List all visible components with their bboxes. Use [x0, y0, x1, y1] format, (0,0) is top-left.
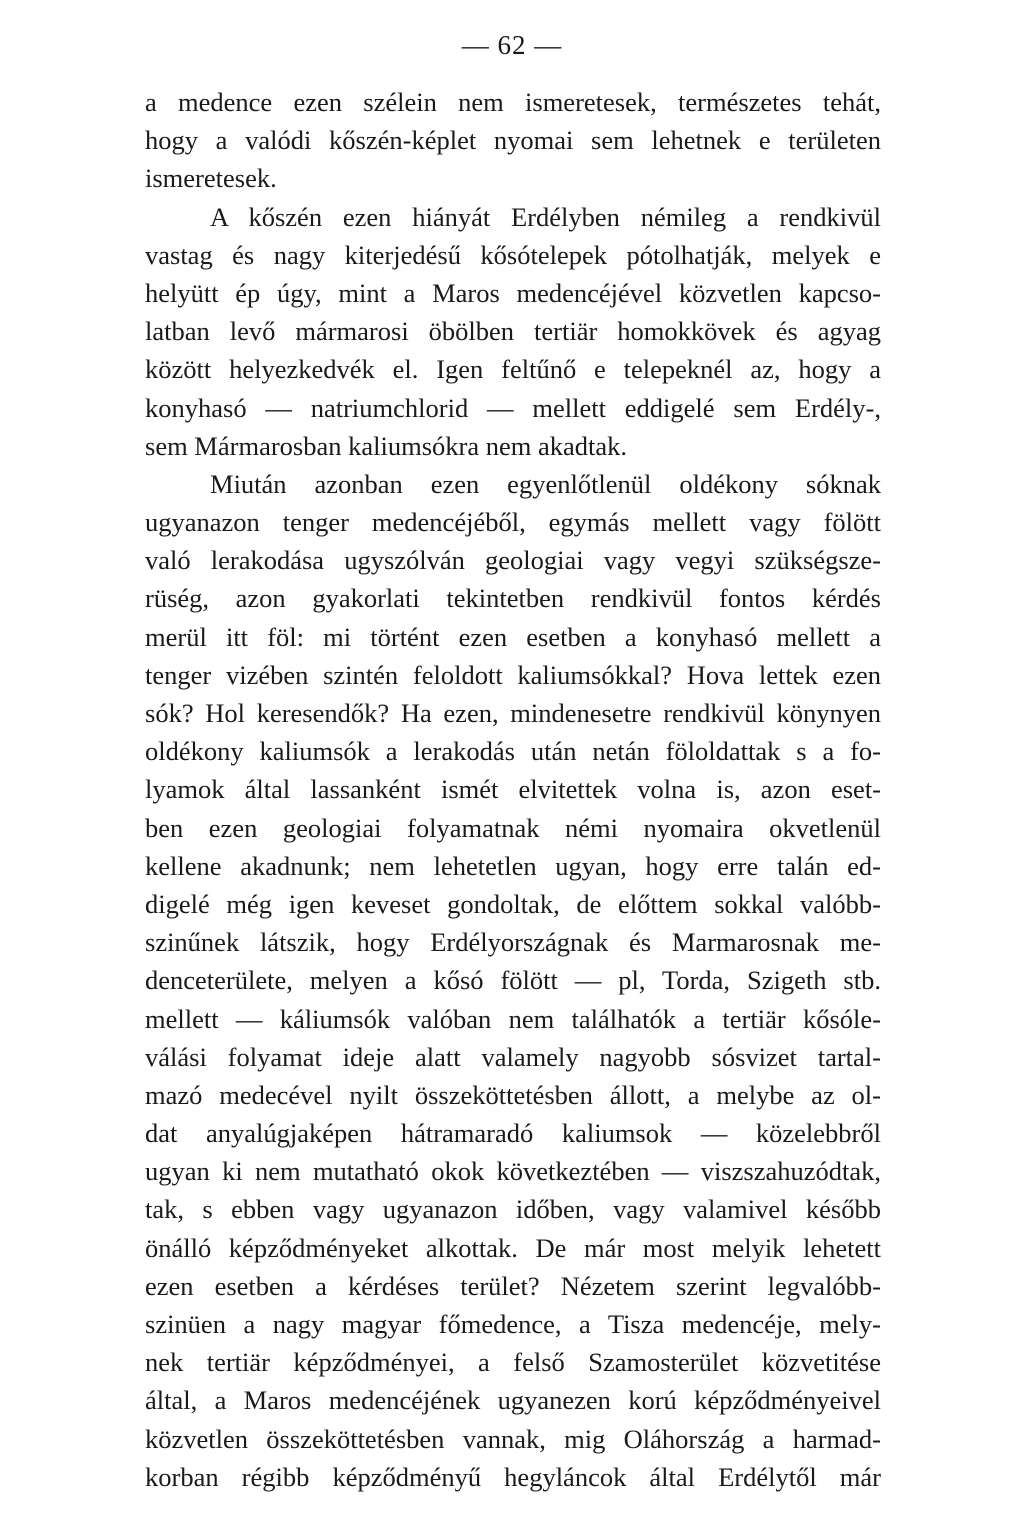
text-line: önálló képződményeket alkottak. De már most melyik lehetett [145, 1232, 881, 1263]
text-line: helyütt ép úgy, mint a Maros medencéjével közvetlen kapcso- [145, 277, 881, 308]
text-line: latban levő mármarosi öbölben tertiär homokkövek és agyag [145, 316, 881, 347]
text-line: oldékony kaliumsók a lerakodás után netán föloldattak s a fo- [145, 736, 881, 767]
text-line: tak, s ebben vagy ugyanazon időben, vagy valamivel később [145, 1194, 881, 1225]
text-line: ugyanazon tenger medencéjéből, egymás mellett vagy fölött [145, 507, 881, 538]
text-line: szinüen a nagy magyar főmedence, a Tisza medencéje, mely- [145, 1309, 881, 1339]
text-line: kellene akadnunk; nem lehetetlen ugyan, hogy erre talán ed- [145, 850, 881, 881]
text-line: közvetlen összeköttetésben vannak, mig Oláhország a harmad- [145, 1423, 881, 1454]
paragraph-3 [145, 465, 881, 1496]
text-line: való lerakodása ugyszólván geologiai vagy vegyi szükségsze- [145, 545, 881, 576]
text-line: mellett — káliumsók valóban nem találhatók a tertiär kősóle- [145, 1003, 881, 1034]
text-line: A kőszén ezen hiányát Erdélyben némileg a rendkivül [210, 201, 881, 232]
text-line: sók? Hol keresendők? Ha ezen, mindenesetre rendkivül könynyen [145, 698, 881, 728]
text-line: denceterülete, melyen a kősó fölött — pl, Torda, Szigeth stb. [145, 965, 881, 996]
text-line: nek tertiär képződményei, a felső Szamosterület közvetitése [145, 1347, 881, 1378]
text-line: hogy a valódi kőszén-képlet nyomai sem lehetnek e területen [145, 125, 881, 156]
text-line: mazó medecével nyilt összeköttetésben állott, a melybe az ol- [145, 1079, 881, 1110]
text-line: ismeretesek. [145, 163, 277, 194]
text-line: dat anyalúgjaképen hátramaradó kaliumsok — közelebbről [145, 1118, 881, 1149]
paragraph-1 [145, 83, 881, 198]
text-line: konyhasó — natriumchlorid — mellett eddigelé sem Erdély-, [145, 392, 881, 423]
text-line: vastag és nagy kiterjedésű kősótelepek pótolhatják, melyek e [145, 239, 881, 270]
text-line: által, a Maros medencéjének ugyanezen korú képződményeivel [145, 1385, 881, 1416]
page-number: — 62 — [461, 30, 563, 60]
text-line: merül itt föl: mi történt ezen esetben a konyhasó mellett a [145, 621, 881, 652]
text-line: lyamok által lassanként ismét elvitettek volna is, azon eset- [145, 774, 881, 805]
text-line: Miután azonban ezen egyenlőtlenül oldékony sóknak [210, 468, 881, 499]
text-line: tenger vizében szintén feloldott kaliumsókkal? Hova lettek ezen [145, 659, 881, 690]
text-line: korban régibb képződményű hegyláncok által Erdélytől már [145, 1461, 881, 1492]
paragraph-2 [145, 198, 881, 465]
text-line: között helyezkedvék el. Igen feltűnő e telepeknél az, hogy a [145, 354, 881, 385]
text-line: sem Mármarosban kaliumsókra nem akadtak. [145, 430, 628, 461]
text-line: digelé még igen keveset gondoltak, de előttem sokkal valóbb- [145, 888, 881, 919]
text-line: válási folyamat ideje alatt valamely nagyobb sósvizet tartal- [145, 1041, 881, 1072]
text-line: szinűnek látszik, hogy Erdélyországnak és Marmarosnak me- [145, 927, 881, 958]
text-line: ugyan ki nem mutatható okok következtében — viszszahuzódtak, [145, 1156, 881, 1187]
text-line: a medence ezen szélein nem ismeretesek, természetes tehát, [145, 87, 881, 117]
text-line: ben ezen geologiai folyamatnak némi nyomaira okvetlenül [145, 812, 881, 843]
text-line: ezen esetben a kérdéses terület? Nézetem szerint legvalóbb- [145, 1270, 881, 1301]
text-line: rüség, azon gyakorlati tekintetben rendkivül fontos kérdés [145, 583, 881, 614]
body-text [145, 83, 881, 1496]
